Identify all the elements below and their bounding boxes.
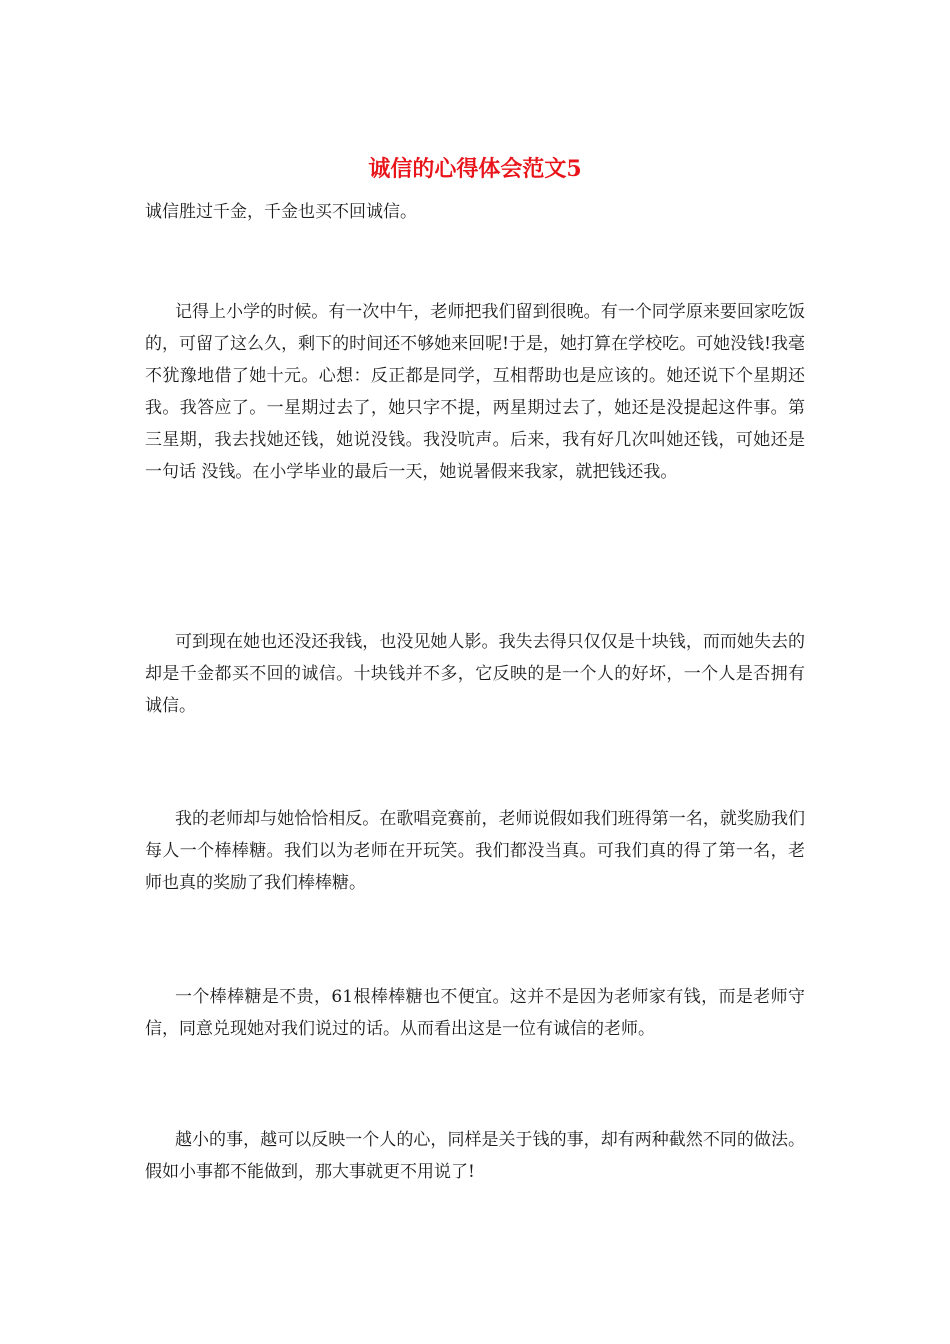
paragraph-4: 一个棒棒糖是不贵，61根棒棒糖也不便宜。这并不是因为老师家有钱，而是老师守信，同意兑现她对我们说过的话。从而看出这是一位有诚信的老师。: [145, 987, 805, 1039]
document-title: 诚信的心得体会范文5: [368, 156, 582, 182]
paragraph-3: 我的老师却与她恰恰相反。在歌唱竞赛前，老师说假如我们班得第一名，就奖励我们每人一个棒棒糖。我们以为老师在开玩笑。我们都没当真。可我们真的得了第一名，老师也真的奖励了我们棒棒糖。: [145, 809, 805, 893]
paragraph-2: 可到现在她也还没还我钱，也没见她人影。我失去得只仅仅是十块钱，而而她失去的却是千金都买不回的诚信。十块钱并不多，它反映的是一个人的好坏，一个人是否拥有诚信。: [145, 632, 805, 716]
lead-sentence: 诚信胜过千金，千金也买不回诚信。: [145, 202, 417, 222]
paragraph-5: 越小的事，越可以反映一个人的心，同样是关于钱的事，却有两种截然不同的做法。假如小事都不能做到，那大事就更不用说了!: [145, 1130, 805, 1182]
paragraph-1: 记得上小学的时候。有一次中午，老师把我们留到很晚。有一个同学原来要回家吃饭的，可留了这么久，剩下的时间还不够她来回呢!于是，她打算在学校吃。可她没钱!我毫不犹豫地借了她十元。心想：反正都是同学，互相帮助也是应该的。她还说下个星期还我。我答应了。一星期过去了，她只字不提，两星期过去了，她还是没提起这件事。第三星期，我去找她还钱，她说没钱。我没吭声。后来，我有好几次叫她还钱，可她还是一句话 没钱。在小学毕业的最后一天，她说暑假来我家，就把钱还我。: [145, 302, 805, 482]
